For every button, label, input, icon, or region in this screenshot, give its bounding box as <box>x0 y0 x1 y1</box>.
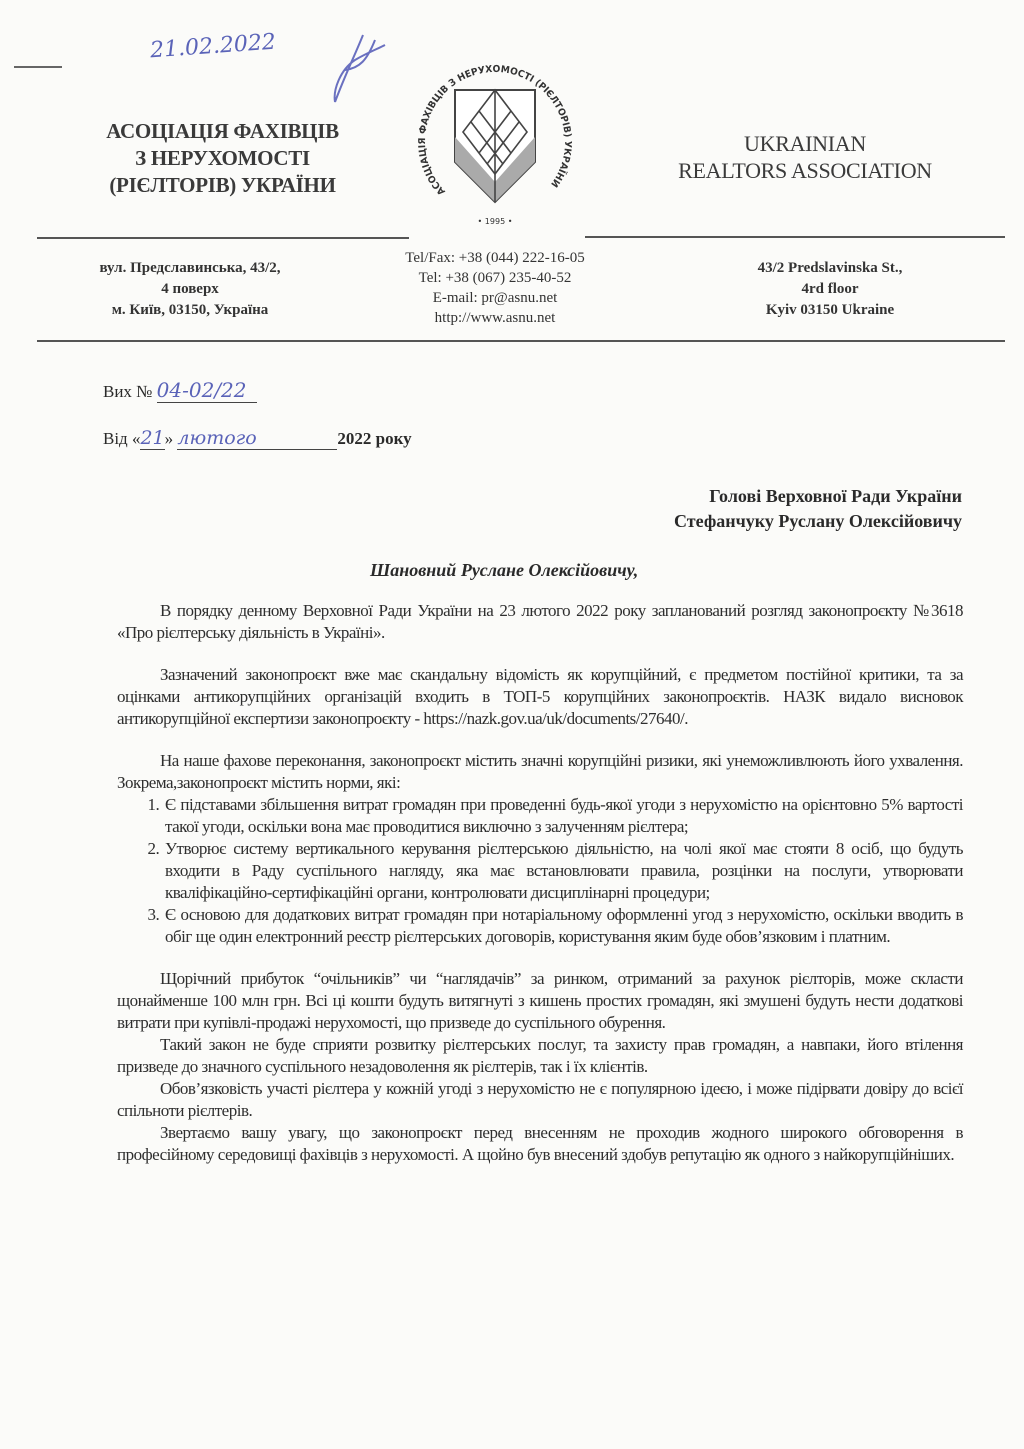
letter-body <box>117 600 963 1166</box>
year-text: 2022 року <box>337 429 412 448</box>
header-divider-left <box>37 237 409 239</box>
logo-year: • 1995 • <box>477 217 513 226</box>
number-value-handwritten: 04-02/22 <box>157 378 257 403</box>
handwritten-signature <box>305 30 395 110</box>
outgoing-date: Від «21» лютого 2022 року <box>103 427 412 449</box>
association-logo <box>405 52 585 234</box>
phone-fax: Tel/Fax: +38 (044) 222-16-05 <box>405 250 585 266</box>
address-line: Kyiv 03150 Ukraine <box>765 302 895 318</box>
recipient-line: Стефанчуку Руслану Олексійовичу <box>674 511 962 531</box>
list-item: 2. Утворює систему вертикального керування рієлтерською діяльністю, на чолі якої має стояти 8 осіб, що будуть входити в Раду суспільного нагляду, яка має встановлювати правила, розцінки на послуги, утворювати кваліфікаційно-сертифікаційні органи, контролювати дисциплінарні процедури; <box>163 838 963 904</box>
day-handwritten: 21 <box>140 427 165 449</box>
org-name-line: З НЕРУХОМОСТІ <box>135 146 310 170</box>
website-link[interactable]: http://www.asnu.net <box>434 310 556 326</box>
salutation: Шановний Руслане Олексійовичу, <box>370 560 639 580</box>
list-item: 3. Є основою для додаткових витрат громадян при нотаріальному оформленні угод з нерухомістю, оскільки вводить в обіг ще один електронний реєстр рієлтерських договорів, користування яким буде обов’язковим і платним. <box>163 904 963 948</box>
recipient <box>674 484 962 534</box>
org-name-line: REALTORS ASSOCIATION <box>678 158 932 183</box>
address-line: м. Київ, 03150, Україна <box>111 302 269 318</box>
nazk-link[interactable]: https://nazk.gov.ua/uk/documents/27640/ <box>423 709 685 728</box>
org-name-line: (РІЄЛТОРІВ) УКРАЇНИ <box>109 173 336 197</box>
org-name-line: АСОЦІАЦІЯ ФАХІВЦІВ <box>106 119 339 143</box>
month-handwritten: лютого <box>177 427 337 450</box>
number-label: Вих № <box>103 382 153 401</box>
recipient-line: Голові Верховної Ради України <box>709 486 962 506</box>
address-line: 43/2 Predslavinska St., <box>757 260 903 276</box>
address-line: вул. Предславинська, 43/2, <box>99 260 281 276</box>
org-name-line: UKRAINIAN <box>744 131 866 156</box>
norms-list <box>117 794 963 948</box>
paragraph: На наше фахове переконання, законопроєкт містить значні корупційні ризики, які унеможливлюють його ухвалення. Зокрема,законопроєкт містить норми, які: <box>117 751 963 792</box>
email-link[interactable]: E-mail: pr@asnu.net <box>432 290 558 306</box>
org-name-english <box>640 130 970 184</box>
header-divider-bottom <box>37 340 1005 342</box>
paragraph: Щорічний прибуток “очільників” чи “наглядачів” за ринком, отриманий за рахунок рієлторів, може скласти щонайменше 100 млн грн. Всі ці кошти будуть витягнуті з кишень простих громадян, які змушені будуть нести додаткові витрати при купівлі-продажі нерухомості, що призведе до суспільного обурення. <box>117 969 963 1032</box>
address-english <box>700 258 960 321</box>
margin-mark <box>14 66 62 68</box>
received-date-handwritten: 21.02.2022 <box>149 29 277 64</box>
phone: Tel: +38 (067) 235-40-52 <box>418 270 572 286</box>
paragraph: В порядку денному Верховної Ради України на 23 лютого 2022 року запланований розгляд законопроєкту №3618 «Про рієлтерську діяльність в Україні». <box>117 601 963 642</box>
date-label: Від <box>103 429 128 448</box>
address-line: 4 поверх <box>161 281 219 297</box>
list-item: 1. Є підставами збільшення витрат громадян при проведенні будь-якої угоди з нерухомістю на орієнтовно 5% вартості такої угоди, оскільки вона має проводитися виключно з залученням рієлтера; <box>163 794 963 838</box>
address-ukrainian <box>60 258 320 321</box>
org-name-ukrainian <box>60 118 385 199</box>
address-line: 4rd floor <box>801 281 859 297</box>
header-divider-right <box>585 236 1005 238</box>
contact-info <box>370 248 620 328</box>
outgoing-number <box>103 378 257 403</box>
paragraph: Обов’язковість участі рієлтера у кожній угоді з нерухомістю не є популярною ідеєю, і може підірвати довіру до всієї спільноти рієлтерів. <box>117 1079 963 1120</box>
paragraph: Звертаємо вашу увагу, що законопроєкт перед внесенням не проходив жодного широкого обговорення в професійному середовищі фахівців з нерухомості. А щойно був внесений здобув репутацію як одного з найкорупційніших. <box>117 1123 963 1164</box>
paragraph-text: Зазначений законопроєкт вже має скандальну відомість як корупційний, є предметом постійної критики, та за оцінками антикорупційних організацій входить в ТОП-5 корупційних законопроєктів. НАЗК видало висновок антикорупційної експертизи законопроєкту - <box>117 665 963 728</box>
paragraph: Такий закон не буде сприяти розвитку рієлтерських послуг, та захисту прав громадян, а навпаки, його втілення призведе до значного суспільного незадоволення як рієлтерів, так і їх клієнтів. <box>117 1035 963 1076</box>
logo-ring-text: АСОЦІАЦІЯ ФАХІВЦІВ З НЕРУХОМОСТІ (РІЄЛТОРІВ) УКРАЇНИ <box>416 63 574 197</box>
paragraph: Зазначений законопроєкт вже має скандальну відомість як корупційний, є предметом постійної критики, та за оцінками антикорупційних організацій входить в ТОП-5 корупційних законопроєктів. НАЗК видало висновок антикорупційної експертизи законопроєкту - https://nazk.gov.ua/uk/documents/27640/. <box>117 665 963 728</box>
